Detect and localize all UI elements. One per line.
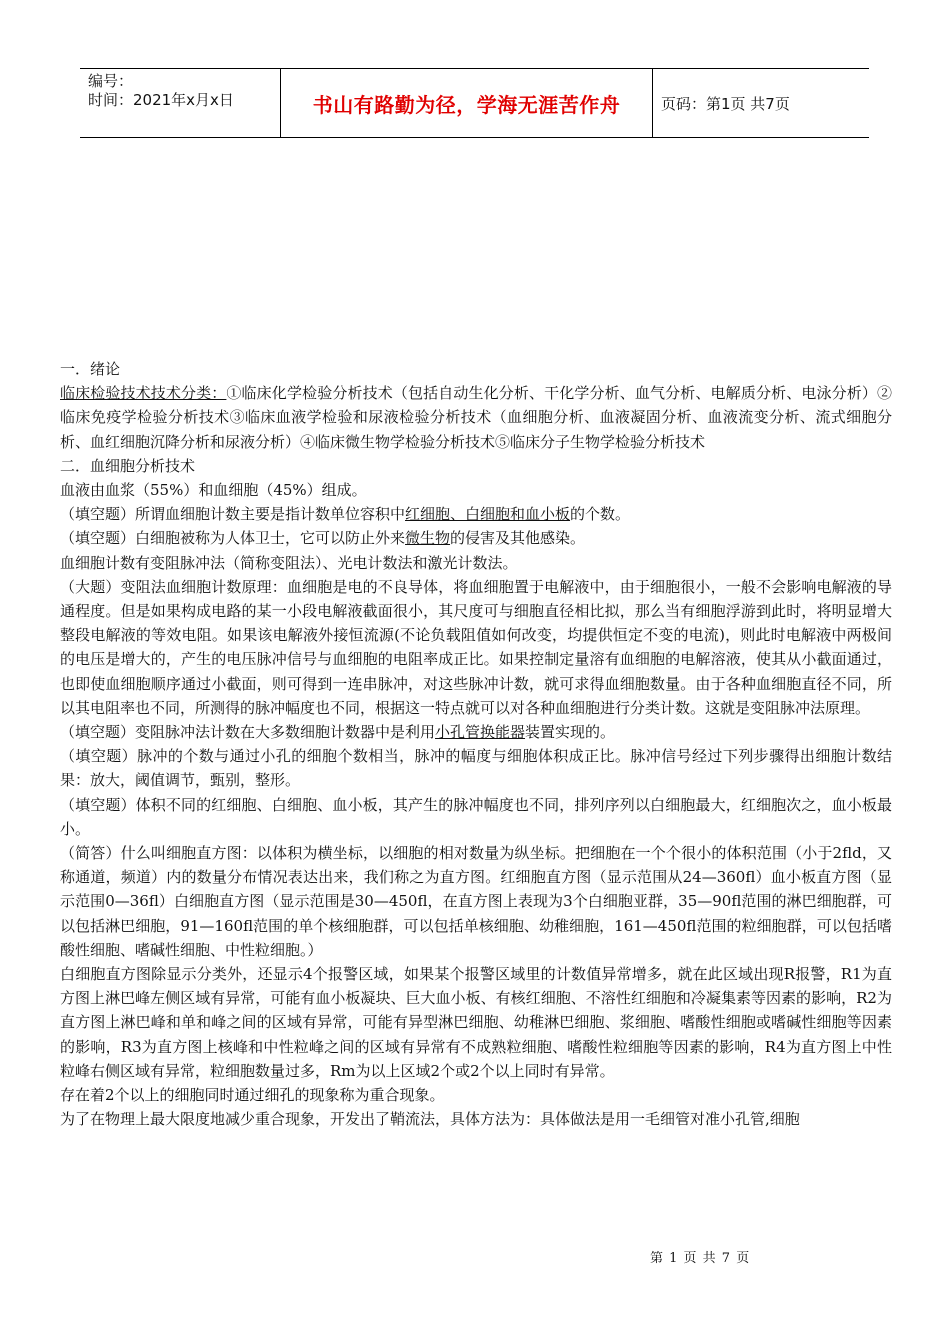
section-heading-blood-cell: 二．血细胞分析技术 bbox=[60, 456, 196, 475]
header-number: 编号： bbox=[88, 72, 134, 90]
paragraph bbox=[60, 381, 892, 454]
paragraph-text: 装置实现的。 bbox=[525, 723, 616, 742]
section-heading-intro: 一．绪论 bbox=[60, 360, 121, 378]
paragraph-text: （填空题）白细胞被称为人体卫士，它可以防止外来 bbox=[60, 529, 406, 548]
underlined-term: 微生物 bbox=[405, 529, 451, 548]
paragraph: （简答）什么叫细胞直方图：以体积为横坐标，以细胞的相对数量为纵坐标。把细胞在一个个很小的体积范围（小于2fld，又称通道，频道）内的数量分布情况表达出来，我们称之为直方图。红细胞直方图（显示范围从24—360fl）血小板直方图（显示范围0—36fl）白细胞直方图（显示范围是30—450fl，在直方图上表现为3个白细胞亚群，35—90fl范围的淋巴细胞群，可以包括淋巴细胞，91—160fl范围的单个核细胞群，可以包括单核细胞、幼稚细胞，161—450fl范围的粒细胞群，可以包括嗜酸性细胞、嗜碱性细胞、中性粒细胞。） bbox=[60, 844, 892, 959]
paragraph-text: （填空题）变阻脉冲法计数在大多数细胞计数器中是利用 bbox=[60, 723, 436, 742]
paragraph: （大题）变阻法血细胞计数原理：血细胞是电的不良导体，将血细胞置于电解液中，由于细胞很小，一般不会影响电解液的导通程度。但是如果构成电路的某一小段电解液截面很小，其尺度可与细胞直径相比拟，那么当有细胞浮游到此时，将明显增大整段电解液的等效电阻。如果该电解液外接恒流源(不论负载阻值如何改变，均提供恒定不变的电流)，则此时电解液中两极间的电压是增大的，产生的电压脉冲信号与血细胞的电阻率成正比。如果控制定量溶有血细胞的电解溶液，使其从小截面通过，也即使血细胞顺序通过小截面，则可得到一连串脉冲，对这些脉冲计数，就可求得血细胞数量。由于各种血细胞直径不同，所以其电阻率也不同，所测得的脉冲幅度也不同，根据这一特点就可以对各种血细胞进行分类计数。这就是变阻脉冲法原理。 bbox=[60, 577, 892, 717]
header-page-number: 页码：第1页 共7页 bbox=[661, 94, 790, 113]
paragraph-text: ①临床化学检验分析技术（包括自动生化分析、干化学分析、血气分析、电解质分析、电泳分析）②临床免疫学检验分析技术③临床血液学检验和尿液检验分析技术（血细胞分析、血液凝固分析、血液流变分析、流式细胞分析、血红细胞沉降分析和尿液分析）④临床微生物学检验分析技术⑤临床分子生物学检验分析技术 bbox=[60, 384, 892, 451]
paragraph-text: 的个数。 bbox=[570, 505, 631, 524]
paragraph-text: 的侵害及其他感染。 bbox=[450, 529, 586, 548]
paragraph: （填空题）体积不同的红细胞、白细胞、血小板，其产生的脉冲幅度也不同，排列序列以白细胞最大，红细胞次之，血小板最小。 bbox=[60, 795, 892, 838]
paragraph: （填空题）脉冲的个数与通过小孔的细胞个数相当，脉冲的幅度与细胞体积成正比。脉冲信号经过下列步骤得出细胞计数结果：放大，阈值调节，甄别，整形。 bbox=[60, 747, 892, 790]
paragraph-text: （填空题）所谓血细胞计数主要是指计数单位容积中 bbox=[60, 505, 406, 524]
underlined-term: 红细胞、白细胞和血小板 bbox=[405, 505, 571, 524]
header-meta bbox=[80, 69, 280, 137]
underlined-term: 小孔管换能器 bbox=[435, 723, 526, 742]
page-footer: 第 1 页 共 7 页 bbox=[650, 1251, 751, 1266]
paragraph bbox=[60, 720, 892, 744]
header-time: 时间：2021年x月x日 bbox=[88, 91, 234, 109]
paragraph: 白细胞直方图除显示分类外，还显示4个报警区域，如果某个报警区域里的计数值异常增多，就在此区域出现R报警，R1为直方图上淋巴峰左侧区域有异常，可能有血小板凝块、巨大血小板、有核红细胞、不溶性红细胞和冷凝集素等因素的影响，R2为直方图上淋巴峰和单和峰之间的区域有异常，可能有异型淋巴细胞、幼稚淋巴细胞、浆细胞、嗜酸性细胞或嗜碱性细胞等因素的影响，R3为直方图上核峰和中性粒峰之间的区域有异常有不成熟粒细胞、嗜酸性粒细胞等因素的影响，R4为直方图上中性粒峰右侧区域有异常，粒细胞数量过多，Rm为以上区域2个或2个以上同时有异常。 bbox=[60, 965, 892, 1080]
paragraph: 血液由血浆（55%）和血细胞（45%）组成。 bbox=[60, 481, 367, 500]
paragraph: 血细胞计数有变阻脉冲法（简称变阻法）、光电计数法和激光计数法。 bbox=[60, 553, 518, 572]
paragraph: 存在着2个以上的细胞同时通过细孔的现象称为重合现象。 bbox=[60, 1086, 445, 1105]
paragraph bbox=[60, 502, 892, 526]
document-body bbox=[60, 357, 892, 1132]
document-header bbox=[80, 68, 869, 138]
paragraph bbox=[60, 526, 892, 550]
paragraph: 为了在物理上最大限度地减少重合现象，开发出了鞘流法，具体方法为：具体做法是用一毛细管对准小孔管,细胞 bbox=[60, 1110, 800, 1129]
header-motto: 书山有路勤为径，学海无涯苦作舟 bbox=[280, 69, 653, 137]
underlined-term: 临床检验技术技术分类： bbox=[60, 384, 227, 403]
